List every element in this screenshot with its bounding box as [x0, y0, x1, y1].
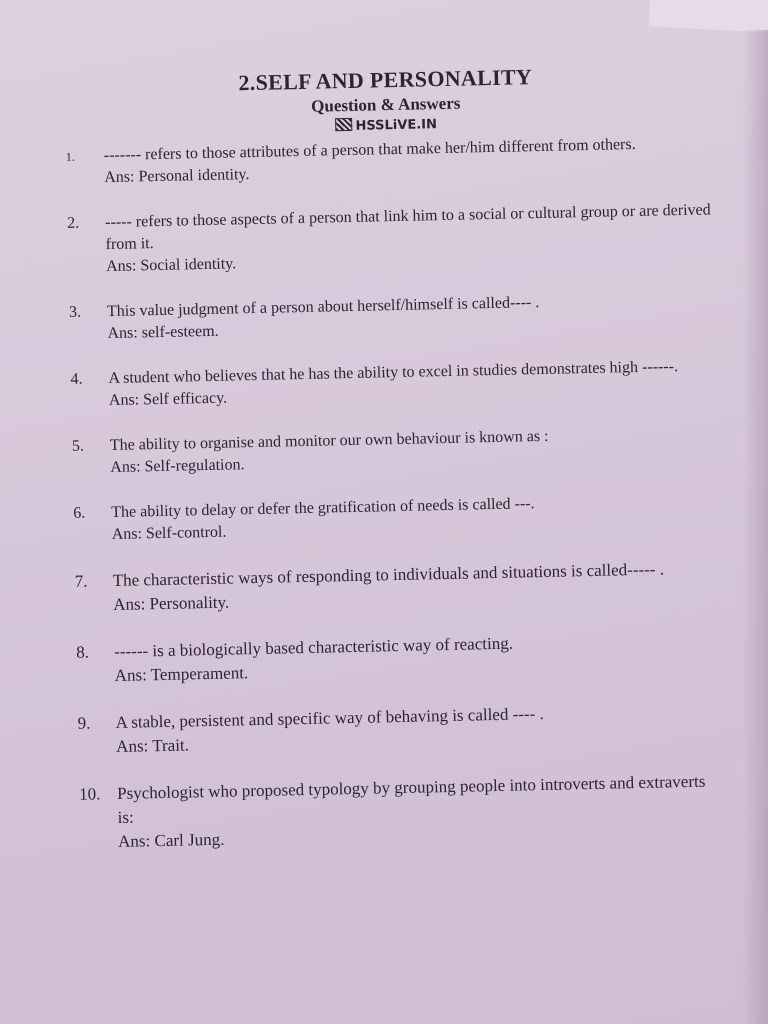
list-item: [69, 489, 720, 547]
question-number: 10.: [78, 784, 101, 804]
list-item: [70, 556, 721, 618]
question-list: [62, 132, 727, 854]
answer-text: Ans: self-esteem.: [107, 322, 219, 343]
paper-edge-shadow: [742, 30, 768, 1024]
answer-text: Ans: Self efficacy.: [108, 389, 228, 410]
page-subtitle: Question & Answers: [310, 93, 461, 116]
question-body: [114, 627, 723, 688]
paper-fold: [649, 0, 768, 34]
question-body: [111, 489, 720, 546]
question-text: A student who believes that he has the ability to excel in studies demonstrates high ------.: [108, 358, 679, 388]
question-text: A stable, persistent and specific way of behaving is called ---- .: [115, 704, 544, 732]
document-content: [60, 56, 727, 877]
answer-text: Ans: Personal identity.: [104, 166, 250, 187]
question-text: The ability to delay or defer the gratification of needs is called ---.: [111, 495, 535, 522]
question-body: [107, 288, 716, 345]
question-text: This value judgment of a person about herself/himself is called---- .: [106, 294, 540, 321]
list-item: [66, 355, 717, 413]
question-text: The characteristic ways of responding to individuals and situations is called----- .: [112, 559, 665, 591]
question-number: 8.: [75, 642, 90, 662]
answer-text: Ans: Personality.: [113, 592, 230, 615]
brand-text: HSSLiVE.IN: [355, 117, 438, 134]
question-number: 3.: [68, 303, 82, 321]
question-number: 6.: [73, 504, 86, 522]
list-item: [63, 199, 714, 279]
list-item: [62, 132, 713, 190]
question-number: 9.: [77, 713, 91, 733]
answer-text: Ans: Trait.: [115, 735, 190, 756]
question-text: Psychologist who proposed typology by grouping people into introverts and extraverts is:: [116, 771, 706, 827]
answer-text: Ans: Carl Jung.: [117, 829, 225, 851]
question-text: ------- refers to those attributes of a person that make her/him different from others.: [103, 135, 636, 165]
list-item: [75, 769, 726, 855]
question-text: ----- refers to those aspects of a person that link him to a social or cultural group or are derived from it.: [105, 201, 711, 254]
question-number: 5.: [71, 437, 85, 455]
page-title: 2.SELF AND PERSONALITY: [238, 64, 533, 96]
question-text: ------ is a biologically based characteristic way of reacting.: [113, 633, 514, 661]
question-body: [105, 199, 714, 278]
question-number: 7.: [74, 571, 88, 591]
answer-text: Ans: Self-regulation.: [110, 456, 245, 477]
question-body: [108, 355, 717, 412]
answer-text: Ans: Social identity.: [105, 255, 237, 276]
list-item: [72, 627, 723, 689]
list-item: [73, 698, 724, 760]
question-body: [115, 698, 724, 759]
question-body: [104, 132, 713, 189]
question-number: 2.: [67, 214, 80, 232]
answer-text: Ans: Temperament.: [114, 663, 249, 685]
question-number: 4.: [70, 370, 83, 388]
brand-logo-icon: [335, 118, 352, 131]
question-body: [112, 556, 721, 617]
question-body: [117, 769, 726, 854]
list-item: [68, 422, 719, 480]
list-item: [65, 288, 716, 346]
question-body: [110, 422, 719, 479]
answer-text: Ans: Self-control.: [111, 523, 227, 544]
question-text: The ability to organise and monitor our own behaviour is known as :: [109, 427, 549, 455]
question-number: 1.: [65, 149, 75, 164]
